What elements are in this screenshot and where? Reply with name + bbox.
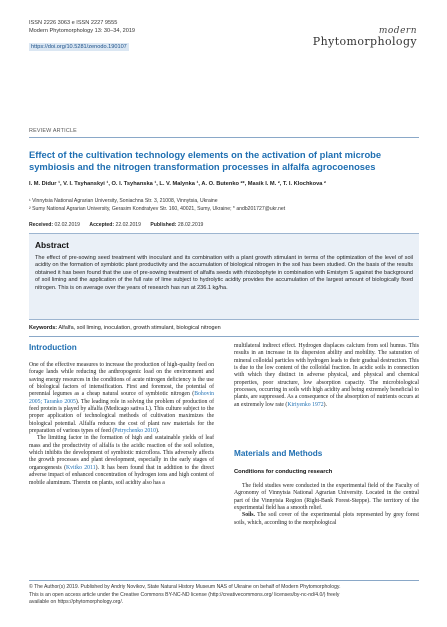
logo-small-text: modern xyxy=(378,26,417,36)
doi-link[interactable]: https://doi.org/10.5281/zenodo.190107 xyxy=(31,44,127,51)
accepted-date: 22.02.2019 xyxy=(115,222,141,228)
intro-paragraph-1: One of the effective measures to increase the production of high-quality feed on forage lands while reducing the anthropogenic load on the environment and saving energy resources in the conditions of acute nitrogen deficiency is the use of biological factors of intensification. First and foremost, the potential of perennial legumes as a cheap natural source of symbiotic nitrogen (Bohovin 2005; Taranko 2005). The leading role in solving the problem of production of feed protein is played by alfalfa (Medicago sativa L). This culture subject to the proper application of technological methods of cultivation maximizes the biological potential. Alfalfa reduces the cost of plant raw materials for the preparation of various types of feed (Petrychenko 2010). xyxy=(29,362,215,435)
logo-big-text: Phytomorphology xyxy=(312,35,417,48)
keywords xyxy=(29,325,221,331)
published-date: 28.02.2019 xyxy=(177,222,204,228)
footer-line-3: available on https://phytomorphology.org/. xyxy=(29,599,124,606)
author-list: I. M. Didur ¹, V. I. Tsyhanskyi ¹, O. I. Tsyhanska ¹, L. V. Malynka ¹, A. O. Butenko ²*, Masik I. M. ², T. I. Klochkova ² xyxy=(29,181,326,187)
issn-line: ISSN 2226 3063 e ISSN 2227 9555 xyxy=(29,20,118,26)
footer-line-2: This is an open access article under the Creative Commons BY-NC-ND license (http://creativecommons.org/ licenses/by-nc-nd/4.0/) freely xyxy=(29,591,340,598)
left-column-text xyxy=(29,362,214,487)
copyright-footer xyxy=(29,584,419,607)
materials-methods-heading: Materials and Methods xyxy=(234,449,323,458)
methods-paragraph-2: Soils. The soil cover of the experimental plots represented by grey forest soils, which, according to the morphological xyxy=(234,512,419,526)
soils-label: Soils. xyxy=(242,512,255,519)
abstract-heading: Abstract xyxy=(35,240,69,250)
published-label: Published: xyxy=(150,222,177,228)
footer-divider xyxy=(29,580,419,581)
introduction-heading: Introduction xyxy=(29,343,77,352)
citation-link[interactable]: Kvitko 2011 xyxy=(66,464,96,471)
abstract-box xyxy=(29,233,419,320)
intro-continued-paragraph: multilateral indirect effect. Hydrogen displaces calcium from soil humus. This results in an increase in its dispersion ability and mobility. The saturation of mineral colloidal particles with hydrogen leads to their gradual destruction. This is due to the low content of the colloidal fraction. In acidic soils in connection with which they distinct in adverse physical, and physical and chemical properties, poor structure, low absorption capacity. The microbiological processes, occurring in soils with high acidity and being extremely beneficial to plants, are suppressed. As a consequence of the absorption of nutrients occurs at an extremely low rate (Kiriyenko 1972). xyxy=(234,343,419,408)
citation-link[interactable]: Bohovin 2005; Taranko 2005 xyxy=(29,391,214,405)
keywords-text: Alfalfa, soil liming, inoculation, growth stimulant, biological nitrogen xyxy=(57,325,221,331)
keywords-divider xyxy=(29,336,419,337)
article-title: Effect of the cultivation technology elements on the activation of plant microbe symbiosis and the nitrogen transformation processes in alfalfa agrocoenoses xyxy=(29,149,382,172)
received-date: 02.02.2019 xyxy=(54,222,80,228)
journal-header xyxy=(29,20,419,70)
affiliation-1: ¹ Vinnytsia National Agrarian University, Soniachna Str. 3, 21008, Vinnytsia, Ukraine xyxy=(29,198,218,204)
methods-text xyxy=(234,483,419,527)
received-label: Received: xyxy=(29,222,54,228)
citation-link[interactable]: Petrychenko 2010 xyxy=(114,428,156,435)
article-dates xyxy=(29,222,421,228)
affiliation-2: ² Sumy National Agrarian University, Gerasim Kondratyev Str. 160, 40021, Sumy, Ukraine; * andb201727@ukr.net xyxy=(29,206,286,212)
methods-paragraph-1: The field studies were conducted in the experimental field of the Faculty of Agronomy of Vinnytsia National Agrarian University. Located in the central part of the Vinnytsia Region (Right-Bank Forest-Steppe). The territory of the experimental field has a smooth relief. xyxy=(234,483,419,512)
abstract-text: The effect of pre-sowing seed treatment with inoculant and its combination with a plant growth stimulant in terms of the optimization of the level of soil acidity on the formation of symbiotic plant productivity and the accumulation of biological nitrogen in the soil has been studied. On the basis of the results obtained it has been found that the use of pre-sowing treatment of alfalfa seeds with rhizobophyte in combination with Emistym S against the background of soil liming and the application of the full rate of lime subject to hydrolytic acidity provides the accumulation of the largest amount of biologically fixed nitrogen. This is on average over the years of research has run at 236.1 kg/ha. xyxy=(35,255,413,291)
journal-citation: Modern Phytomorphology 13: 30–34, 2019 xyxy=(29,27,136,34)
journal-logo xyxy=(312,26,419,54)
header-divider xyxy=(29,137,419,138)
affiliations xyxy=(29,197,421,213)
footer-line-1: © The Author(s) 2019. Published by Andriy Novikov, State Natural History Museum NAS of Ukraine on behalf of Modern Phytomorphology. xyxy=(29,584,341,590)
right-column-text xyxy=(234,343,419,409)
article-type: REVIEW ARTICLE xyxy=(29,128,77,134)
keywords-label: Keywords: xyxy=(29,325,58,331)
intro-paragraph-2: The limiting factor in the formation of high and sustainable yields of leaf mass and the productivity of alfalfa is the acidic reaction of the soil solution, which inhibits the development of symbiotic microflora. This adversely affects the growth processes and plant development, especially in the early stages of organogenesis (Kvitko 2011). It has been found that in addition to the direct adverse impact of enhanced concentration of hydrogen ions and high content of mobile aluminum. Therein on plants, soil acidity also has a xyxy=(29,435,214,486)
accepted-label: Accepted: xyxy=(89,222,115,228)
conditions-subheading: Conditions for conducting research xyxy=(234,469,333,475)
citation-link[interactable]: Kiriyenko 1972 xyxy=(287,401,324,408)
